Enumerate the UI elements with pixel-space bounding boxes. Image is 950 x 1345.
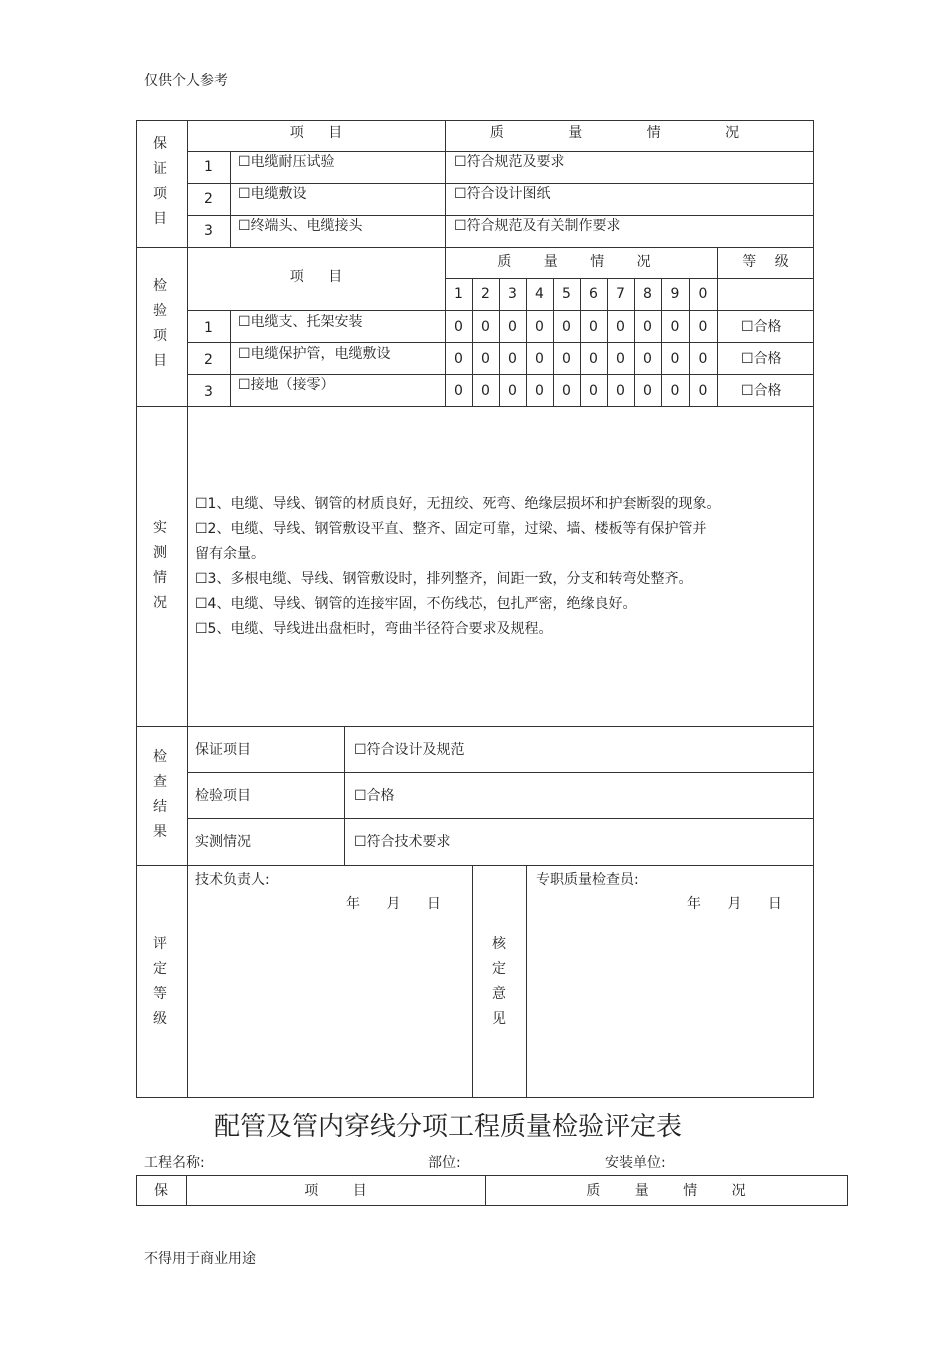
checkbox-icon[interactable]: ☐ xyxy=(454,186,467,202)
inspection-row-item: ☐电缆支、托架安装 xyxy=(238,314,363,330)
measured-line: ☐3、多根电缆、导线、钢管敷设时，排列整齐，间距一致，分支和转弯处整齐。 xyxy=(195,571,693,587)
results-row-label: 检验项目 xyxy=(195,788,251,804)
checkbox-icon[interactable]: ☐ xyxy=(238,186,251,202)
results-row-label: 保证项目 xyxy=(195,742,251,758)
point-value: 0 xyxy=(698,351,708,367)
measured-line: ☐2、电缆、导线、钢管敷设平直、整齐、固定可靠，过梁、墙、楼板等有保护管并 xyxy=(195,521,707,537)
checkbox-icon[interactable]: ☐ xyxy=(741,383,754,399)
guarantee-col-quality: 质 量 情 况 xyxy=(489,125,770,141)
point-value: 0 xyxy=(535,319,544,335)
point-value: 0 xyxy=(562,351,571,367)
checkbox-icon[interactable]: ☐ xyxy=(454,218,467,234)
point-header: 5 xyxy=(562,286,571,302)
checkbox-icon[interactable]: ☐ xyxy=(238,377,251,393)
point-header: 7 xyxy=(616,286,625,302)
point-value: 0 xyxy=(454,319,463,335)
guarantee-row-quality: ☐符合设计图纸 xyxy=(454,186,551,202)
point-value: 0 xyxy=(454,383,463,399)
point-value: 0 xyxy=(562,319,571,335)
checkbox-icon[interactable]: ☐ xyxy=(238,218,251,234)
point-value: 0 xyxy=(698,319,708,335)
footer-note: 不得用于商业用途 xyxy=(144,1251,256,1267)
guarantee-row-item: ☐电缆耐压试验 xyxy=(238,154,335,170)
point-value: 0 xyxy=(535,383,544,399)
point-value: 0 xyxy=(643,351,652,367)
guarantee-row-quality: ☐符合规范及有关制作要求 xyxy=(454,218,621,234)
guarantee-row-no: 3 xyxy=(204,223,213,239)
second-form-col-side: 保 xyxy=(154,1183,168,1199)
point-value: 0 xyxy=(698,383,708,399)
inspection-col-quality: 质 量 情 况 xyxy=(497,254,665,270)
point-value: 0 xyxy=(481,351,490,367)
inspection-row-no: 2 xyxy=(204,352,213,368)
inspection-col-grade: 等 级 xyxy=(742,254,789,270)
results-row-value: ☐合格 xyxy=(354,788,395,804)
approval-opinion-label: 核定意见 xyxy=(492,936,506,1027)
point-header: 9 xyxy=(670,286,680,302)
measured-line: ☐5、电缆、导线进出盘柜时，弯曲半径符合要求及规程。 xyxy=(195,621,553,637)
guarantee-row-no: 2 xyxy=(204,191,213,207)
results-row-value: ☐符合技术要求 xyxy=(354,834,451,850)
point-value: 0 xyxy=(616,351,625,367)
inspection-row-item: ☐电缆保护管，电缆敷设 xyxy=(238,346,391,362)
results-row-value: ☐符合设计及规范 xyxy=(354,742,465,758)
point-value: 0 xyxy=(616,383,625,399)
inspector-label: 专职质量检查员: xyxy=(536,872,639,888)
installer-label: 安装单位: xyxy=(605,1155,666,1171)
point-value: 0 xyxy=(508,319,517,335)
inspection-row-grade: ☐合格 xyxy=(741,319,782,335)
guarantee-col-item: 项 目 xyxy=(289,125,343,141)
inspection-col-item: 项 目 xyxy=(289,269,343,285)
guarantee-row-item: ☐电缆敷设 xyxy=(238,186,307,202)
second-form-col-quality: 质 量 情 况 xyxy=(586,1183,746,1199)
point-value: 0 xyxy=(481,383,490,399)
point-value: 0 xyxy=(535,351,544,367)
guarantee-row-item: ☐终端头、电缆接头 xyxy=(238,218,363,234)
inspection-row-grade: ☐合格 xyxy=(741,383,782,399)
point-header: 6 xyxy=(589,286,598,302)
point-value: 0 xyxy=(670,319,680,335)
point-value: 0 xyxy=(670,351,680,367)
measured-side-label: 实测情况 xyxy=(153,520,167,611)
checkbox-icon[interactable]: ☐ xyxy=(741,319,754,335)
tech-lead-label: 技术负责人: xyxy=(195,872,270,888)
checkbox-icon[interactable]: ☐ xyxy=(238,346,251,362)
results-side-label: 检查结果 xyxy=(153,749,167,840)
results-row-label: 实测情况 xyxy=(195,834,251,850)
point-value: 0 xyxy=(481,319,490,335)
header-note: 仅供个人参考 xyxy=(144,73,228,89)
location-label: 部位: xyxy=(428,1155,461,1171)
point-value: 0 xyxy=(616,319,625,335)
point-header: 1 xyxy=(454,286,463,302)
date-right: 年 月 日 xyxy=(687,896,782,912)
guarantee-row-no: 1 xyxy=(204,159,213,175)
inspection-row-no: 1 xyxy=(204,320,213,336)
project-name-label: 工程名称: xyxy=(144,1155,205,1171)
checkbox-icon[interactable]: ☐ xyxy=(741,351,754,367)
point-value: 0 xyxy=(670,383,680,399)
inspection-side-label: 检验项目 xyxy=(153,278,167,369)
checkbox-icon[interactable]: ☐ xyxy=(454,154,467,170)
point-value: 0 xyxy=(562,383,571,399)
point-value: 0 xyxy=(508,351,517,367)
measured-line: ☐1、电缆、导线、钢管的材质良好，无扭绞、死弯、绝缘层损坏和护套断裂的现象。 xyxy=(195,496,721,512)
point-value: 0 xyxy=(589,319,598,335)
measured-line: ☐4、电缆、导线、钢管的连接牢固，不伤线芯，包扎严密，绝缘良好。 xyxy=(195,596,637,612)
checkbox-icon[interactable]: ☐ xyxy=(238,314,251,330)
form-title: 配管及管内穿线分项工程质量检验评定表 xyxy=(214,1112,683,1142)
point-header: 3 xyxy=(508,286,517,302)
inspection-row-item: ☐接地（接零） xyxy=(238,377,335,393)
guarantee-side-label: 保证项目 xyxy=(153,136,167,227)
point-header: 2 xyxy=(481,286,490,302)
measured-line: 留有余量。 xyxy=(195,546,265,562)
point-header: 0 xyxy=(698,286,708,302)
inspection-row-no: 3 xyxy=(204,384,213,400)
rating-side-label: 评定等级 xyxy=(153,936,167,1027)
point-value: 0 xyxy=(643,383,652,399)
checkbox-icon[interactable]: ☐ xyxy=(238,154,251,170)
point-value: 0 xyxy=(589,383,598,399)
point-value: 0 xyxy=(643,319,652,335)
second-form-col-item: 项 目 xyxy=(304,1183,367,1199)
date-left: 年 月 日 xyxy=(346,896,441,912)
point-header: 8 xyxy=(643,286,652,302)
guarantee-row-quality: ☐符合规范及要求 xyxy=(454,154,565,170)
point-value: 0 xyxy=(454,351,463,367)
point-header: 4 xyxy=(535,286,544,302)
point-value: 0 xyxy=(508,383,517,399)
point-value: 0 xyxy=(589,351,598,367)
inspection-row-grade: ☐合格 xyxy=(741,351,782,367)
